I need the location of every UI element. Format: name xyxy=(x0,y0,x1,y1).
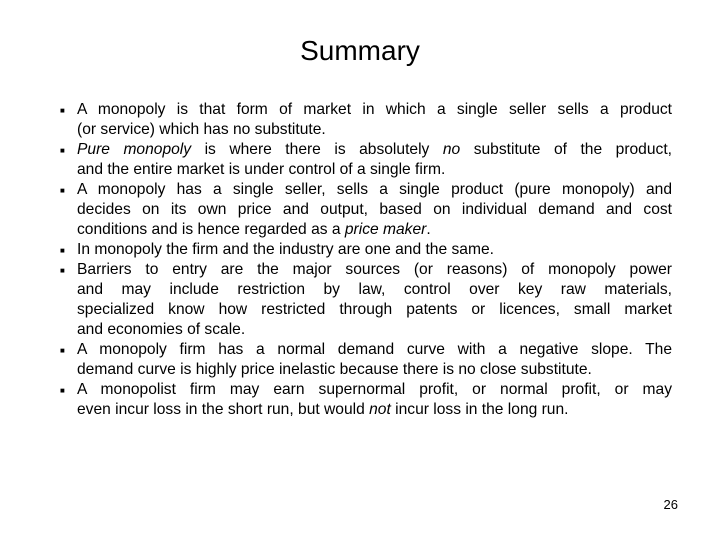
bullet-item-5 xyxy=(60,260,672,340)
bullet-1-line-2: (or service) which has no substitute. xyxy=(77,121,326,138)
square-bullet-icon: ■ xyxy=(60,106,65,115)
bullet-item-3 xyxy=(60,180,672,240)
bullet-3-line-3: conditions and is hence regarded as a price maker. xyxy=(77,221,431,238)
bullet-7-line-1: A monopolist firm may earn supernormal profit, or normal profit, or may xyxy=(77,381,672,398)
slide-title: Summary xyxy=(300,35,420,66)
bullet-3-line-1: A monopoly has a single seller, sells a single product (pure monopoly) and xyxy=(77,181,672,198)
bullet-item-1 xyxy=(60,100,672,140)
bullet-4-line-1: In monopoly the firm and the industry are one and the same. xyxy=(77,241,494,258)
bullet-1-line-1: A monopoly is that form of market in which a single seller sells a product xyxy=(77,101,672,118)
square-bullet-icon: ■ xyxy=(60,266,65,275)
square-bullet-icon: ■ xyxy=(60,246,65,255)
bullet-3-line-2: decides on its own price and output, based on individual demand and cost xyxy=(77,201,672,218)
square-bullet-icon: ■ xyxy=(60,346,65,355)
bullet-2-line-1: Pure monopoly is where there is absolutely no substitute of the product, xyxy=(77,141,672,158)
bullet-list xyxy=(60,100,672,420)
square-bullet-icon: ■ xyxy=(60,386,65,395)
bullet-7-line-2: even incur loss in the short run, but would not incur loss in the long run. xyxy=(77,401,569,418)
page-number: 26 xyxy=(663,497,678,512)
square-bullet-icon: ■ xyxy=(60,146,65,155)
bullet-item-7 xyxy=(60,380,672,420)
square-bullet-icon: ■ xyxy=(60,186,65,195)
bullet-6-line-1: A monopoly firm has a normal demand curve with a negative slope. The xyxy=(77,341,672,358)
bullet-item-4 xyxy=(60,240,672,260)
bullet-5-line-3: specialized know how restricted through patents or licences, small market xyxy=(77,301,672,318)
bullet-item-2 xyxy=(60,140,672,180)
bullet-6-line-2: demand curve is highly price inelastic because there is no close substitute. xyxy=(77,361,592,378)
bullet-item-6 xyxy=(60,340,672,380)
bullet-5-line-4: and economies of scale. xyxy=(77,321,246,338)
bullet-2-line-2: and the entire market is under control of a single firm. xyxy=(77,161,446,178)
bullet-5-line-2: and may include restriction by law, control over key raw materials, xyxy=(77,281,672,298)
bullet-5-line-1: Barriers to entry are the major sources (or reasons) of monopoly power xyxy=(77,261,672,278)
